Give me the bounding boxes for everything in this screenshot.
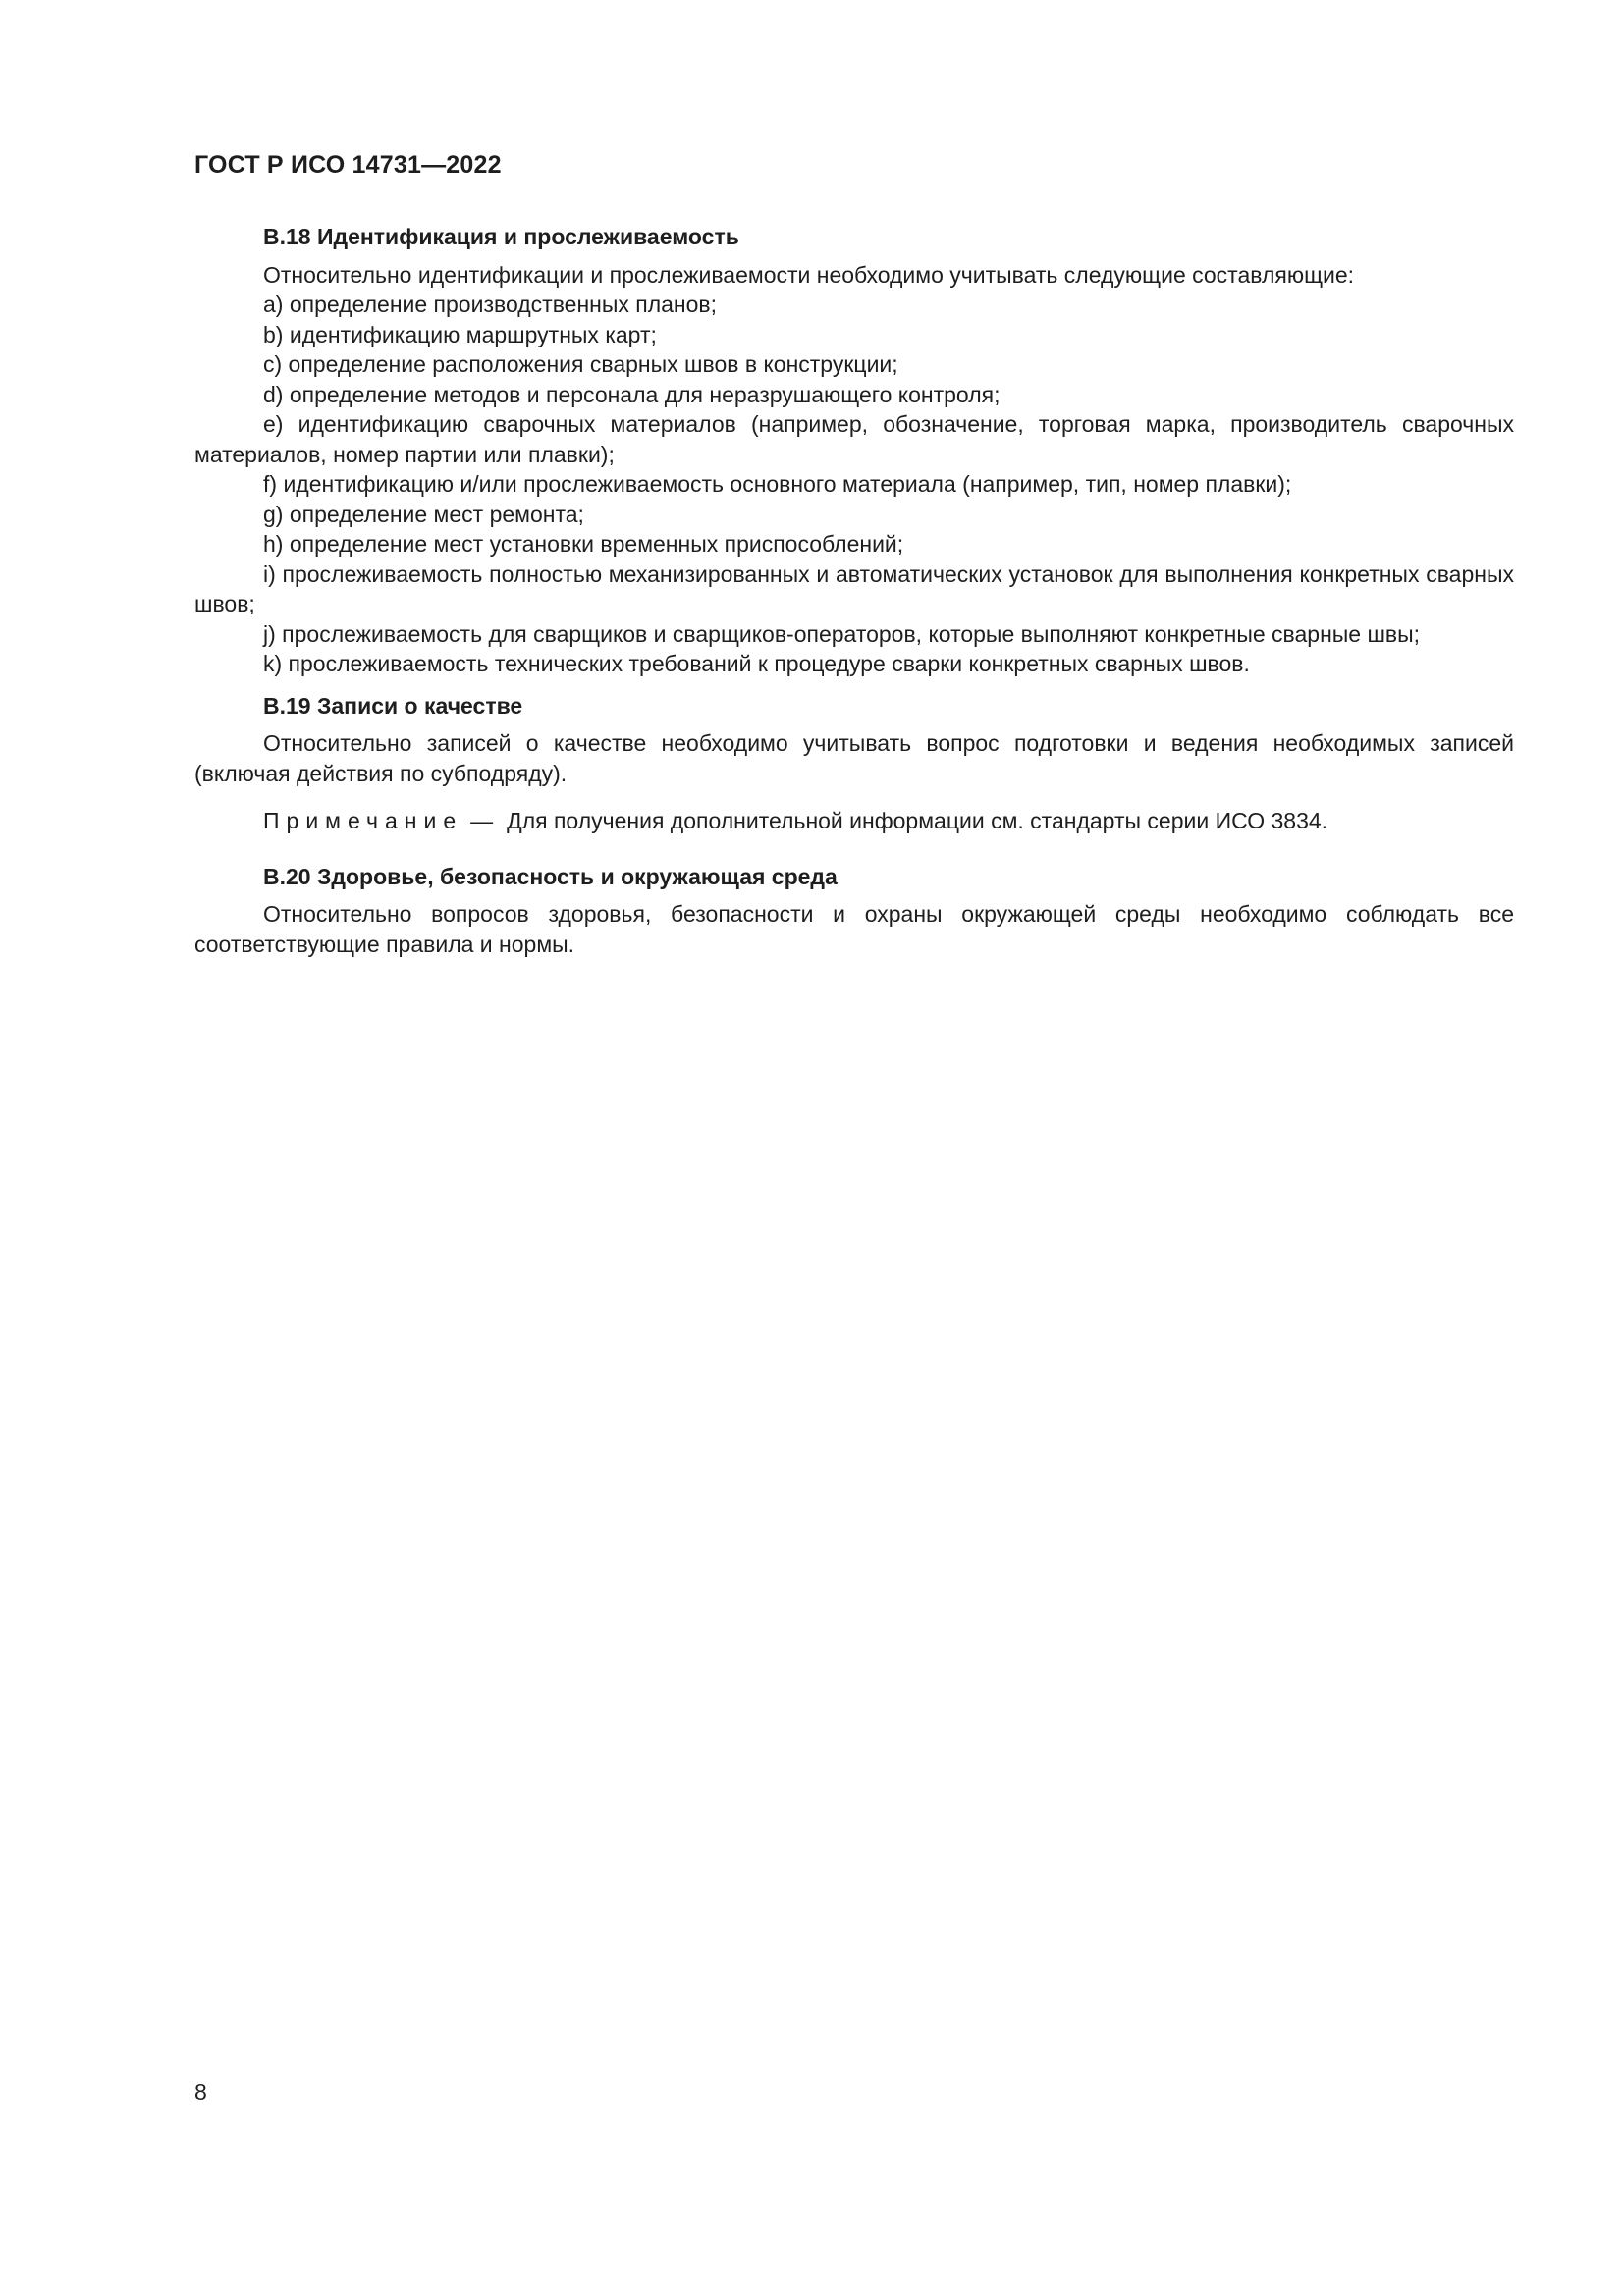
section-spacer bbox=[194, 679, 1514, 691]
section-b18 bbox=[194, 222, 1514, 679]
section-title: B.18 Идентификация и прослеживаемость bbox=[263, 224, 739, 249]
list-item: h) определение мест установки временных приспособлений; bbox=[263, 531, 904, 557]
section-title: B.20 Здоровье, безопасность и окружающая среда bbox=[263, 863, 838, 889]
document-header-id: ГОСТ Р ИСО 14731—2022 bbox=[194, 151, 502, 179]
note bbox=[194, 806, 1514, 836]
list-item: j) прослеживаемость для сварщиков и сварщиков-операторов, которые выполняют конкретные сварные швы; bbox=[263, 620, 1421, 647]
list-item: g) определение мест ремонта; bbox=[263, 501, 584, 527]
page-number: 8 bbox=[194, 2079, 207, 2105]
section-intro: Относительно идентификации и прослеживаемости необходимо учитывать следующие составляющие: bbox=[263, 261, 1355, 288]
list-item: d) определение методов и персонала для неразрушающего контроля; bbox=[263, 381, 1001, 407]
section-spacer bbox=[194, 836, 1514, 862]
list-item: c) определение расположения сварных швов в конструкции; bbox=[263, 351, 898, 377]
note-text: Для получения дополнительной информации см. стандарты серии ИСО 3834. bbox=[507, 808, 1328, 833]
section-b20 bbox=[194, 862, 1514, 960]
list-item: f) идентификацию и/или прослеживаемость основного материала (например, тип, номер плавки); bbox=[263, 471, 1292, 497]
section-title: B.19 Записи о качестве bbox=[263, 692, 523, 719]
note-label: Примечание bbox=[263, 808, 463, 833]
list-item: b) идентификацию маршрутных карт; bbox=[263, 321, 657, 347]
section-body: Относительно вопросов здоровья, безопасности и охраны окружающей среды необходимо соблюдать все соответствующие правила и нормы. bbox=[194, 901, 1514, 957]
list-item: e) идентификацию сварочных материалов (например, обозначение, торговая марка, производитель сварочных материалов, номер партии или плавки); bbox=[194, 411, 1514, 467]
document-body bbox=[194, 222, 1514, 959]
section-b19 bbox=[194, 691, 1514, 836]
list-item: a) определение производственных планов; bbox=[263, 292, 718, 317]
section-body: Относительно записей о качестве необходимо учитывать вопрос подготовки и ведения необходимых записей (включая действия по субподряду). bbox=[194, 730, 1514, 786]
list-item: k) прослеживаемость технических требований к процедуре сварки конкретных сварных швов. bbox=[263, 651, 1250, 676]
note-dash: — bbox=[470, 808, 494, 833]
list-item: i) прослеживаемость полностью механизированных и автоматических установок для выполнения конкретных сварных швов; bbox=[194, 561, 1514, 616]
